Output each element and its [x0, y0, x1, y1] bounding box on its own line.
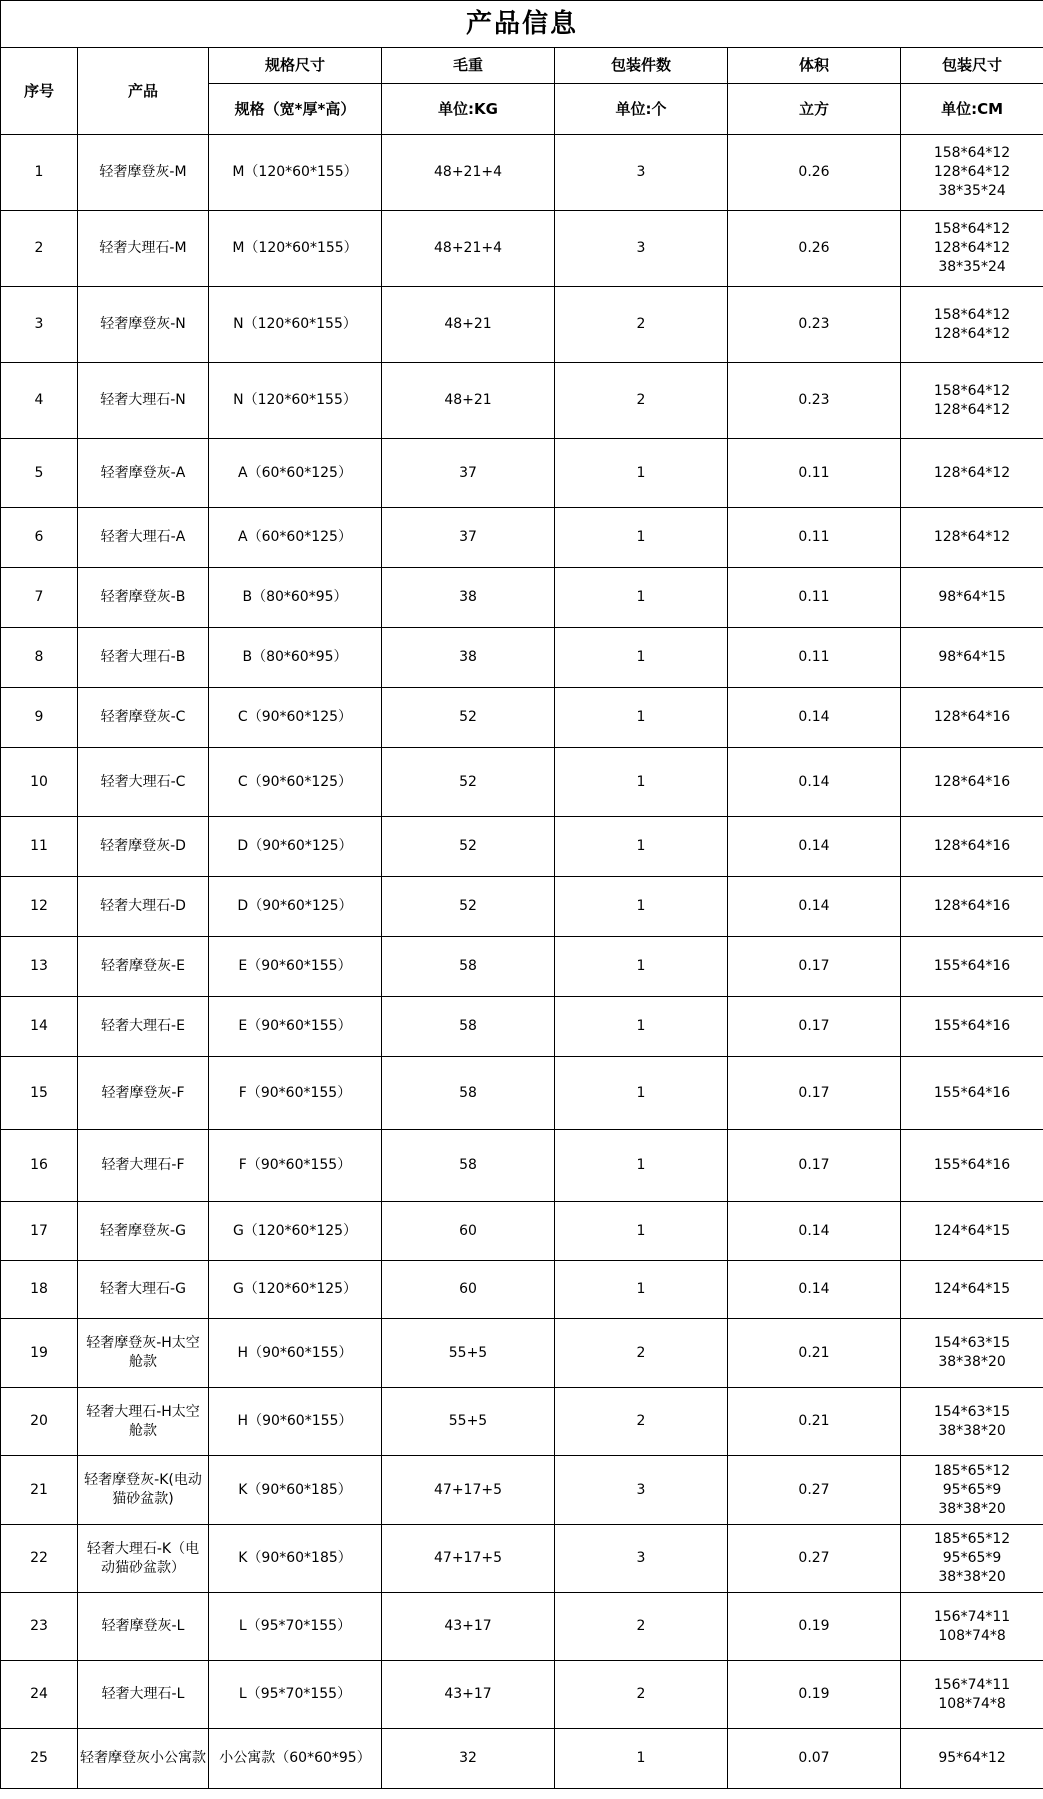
- cell-weight: 47+17+5: [382, 1456, 555, 1525]
- cell-weight: 48+21: [382, 363, 555, 439]
- cell-count: 2: [555, 1388, 728, 1456]
- table-row: [1, 1661, 1043, 1729]
- table-row: [1, 877, 1043, 937]
- cell-weight: 48+21+4: [382, 211, 555, 287]
- header-pack-unit: 单位:CM: [901, 84, 1043, 135]
- table-title: 产品信息: [1, 1, 1043, 48]
- cell-volume: 0.17: [728, 1130, 901, 1202]
- cell-product: 轻奢大理石-K（电动猫砂盆款）: [78, 1525, 209, 1593]
- cell-product: 轻奢大理石-C: [78, 748, 209, 817]
- table-row: [1, 1456, 1043, 1525]
- cell-count: 1: [555, 817, 728, 877]
- cell-volume: 0.17: [728, 937, 901, 997]
- cell-pack: 124*64*15: [901, 1202, 1043, 1261]
- cell-volume: 0.19: [728, 1661, 901, 1729]
- cell-count: 1: [555, 508, 728, 568]
- cell-spec: C（90*60*125）: [209, 688, 382, 748]
- cell-product: 轻奢摩登灰-D: [78, 817, 209, 877]
- cell-pack: 158*64*12 128*64*12 38*35*24: [901, 211, 1043, 287]
- cell-volume: 0.19: [728, 1593, 901, 1661]
- cell-index: 12: [1, 877, 78, 937]
- cell-product: 轻奢摩登灰-E: [78, 937, 209, 997]
- cell-spec: N（120*60*155）: [209, 363, 382, 439]
- cell-weight: 52: [382, 877, 555, 937]
- header-spec-unit: 规格（宽*厚*高）: [209, 84, 382, 135]
- cell-volume: 0.11: [728, 439, 901, 508]
- cell-pack: 155*64*16: [901, 997, 1043, 1057]
- cell-weight: 55+5: [382, 1319, 555, 1388]
- cell-index: 18: [1, 1261, 78, 1319]
- cell-count: 3: [555, 211, 728, 287]
- cell-index: 8: [1, 628, 78, 688]
- cell-pack: 124*64*15: [901, 1261, 1043, 1319]
- cell-index: 7: [1, 568, 78, 628]
- cell-spec: K（90*60*185）: [209, 1456, 382, 1525]
- cell-pack: 95*64*12: [901, 1729, 1043, 1789]
- cell-spec: H（90*60*155）: [209, 1388, 382, 1456]
- table-row: [1, 997, 1043, 1057]
- table-row: [1, 1525, 1043, 1593]
- table-row: [1, 287, 1043, 363]
- table-row: [1, 748, 1043, 817]
- cell-index: 3: [1, 287, 78, 363]
- cell-spec: B（80*60*95）: [209, 628, 382, 688]
- cell-weight: 52: [382, 817, 555, 877]
- cell-index: 13: [1, 937, 78, 997]
- table-row: [1, 1202, 1043, 1261]
- cell-spec: M（120*60*155）: [209, 135, 382, 211]
- cell-index: 11: [1, 817, 78, 877]
- cell-index: 21: [1, 1456, 78, 1525]
- cell-count: 3: [555, 1525, 728, 1593]
- header-pack: 包装尺寸: [901, 48, 1043, 84]
- cell-volume: 0.07: [728, 1729, 901, 1789]
- cell-weight: 37: [382, 439, 555, 508]
- cell-count: 2: [555, 287, 728, 363]
- cell-volume: 0.14: [728, 688, 901, 748]
- cell-index: 24: [1, 1661, 78, 1729]
- cell-volume: 0.26: [728, 211, 901, 287]
- cell-volume: 0.11: [728, 568, 901, 628]
- cell-count: 1: [555, 568, 728, 628]
- cell-count: 1: [555, 688, 728, 748]
- cell-spec: N（120*60*155）: [209, 287, 382, 363]
- table-row: [1, 568, 1043, 628]
- cell-product: 轻奢摩登灰小公寓款: [78, 1729, 209, 1789]
- cell-spec: K（90*60*185）: [209, 1525, 382, 1593]
- cell-spec: M（120*60*155）: [209, 211, 382, 287]
- cell-weight: 58: [382, 1057, 555, 1130]
- cell-volume: 0.26: [728, 135, 901, 211]
- cell-product: 轻奢大理石-E: [78, 997, 209, 1057]
- table-row: [1, 688, 1043, 748]
- cell-pack: 155*64*16: [901, 1057, 1043, 1130]
- cell-weight: 52: [382, 688, 555, 748]
- cell-volume: 0.21: [728, 1388, 901, 1456]
- table-row: [1, 211, 1043, 287]
- table-row: [1, 1729, 1043, 1789]
- cell-weight: 52: [382, 748, 555, 817]
- cell-count: 2: [555, 1593, 728, 1661]
- cell-pack: 156*74*11 108*74*8: [901, 1593, 1043, 1661]
- cell-index: 20: [1, 1388, 78, 1456]
- cell-product: 轻奢摩登灰-A: [78, 439, 209, 508]
- cell-pack: 154*63*15 38*38*20: [901, 1388, 1043, 1456]
- cell-volume: 0.14: [728, 817, 901, 877]
- cell-index: 4: [1, 363, 78, 439]
- cell-spec: E（90*60*155）: [209, 937, 382, 997]
- cell-volume: 0.27: [728, 1456, 901, 1525]
- cell-pack: 128*64*16: [901, 877, 1043, 937]
- cell-weight: 55+5: [382, 1388, 555, 1456]
- header-index: 序号: [1, 48, 78, 135]
- cell-index: 23: [1, 1593, 78, 1661]
- cell-count: 3: [555, 1456, 728, 1525]
- table-row: [1, 1130, 1043, 1202]
- cell-index: 1: [1, 135, 78, 211]
- cell-weight: 37: [382, 508, 555, 568]
- header-weight: 毛重: [382, 48, 555, 84]
- cell-weight: 38: [382, 628, 555, 688]
- cell-weight: 48+21+4: [382, 135, 555, 211]
- cell-weight: 43+17: [382, 1661, 555, 1729]
- table-row: [1, 1319, 1043, 1388]
- cell-volume: 0.14: [728, 877, 901, 937]
- cell-product: 轻奢摩登灰-L: [78, 1593, 209, 1661]
- cell-pack: 128*64*16: [901, 817, 1043, 877]
- cell-volume: 0.27: [728, 1525, 901, 1593]
- cell-product: 轻奢摩登灰-F: [78, 1057, 209, 1130]
- cell-product: 轻奢大理石-N: [78, 363, 209, 439]
- cell-count: 1: [555, 1261, 728, 1319]
- cell-pack: 128*64*12: [901, 508, 1043, 568]
- cell-product: 轻奢摩登灰-M: [78, 135, 209, 211]
- cell-product: 轻奢大理石-G: [78, 1261, 209, 1319]
- cell-product: 轻奢大理石-H太空舱款: [78, 1388, 209, 1456]
- table-body: [1, 135, 1043, 1789]
- cell-product: 轻奢摩登灰-N: [78, 287, 209, 363]
- cell-count: 1: [555, 997, 728, 1057]
- header-spec: 规格尺寸: [209, 48, 382, 84]
- cell-index: 6: [1, 508, 78, 568]
- cell-pack: 158*64*12 128*64*12: [901, 363, 1043, 439]
- header-volume-unit: 立方: [728, 84, 901, 135]
- cell-pack: 98*64*15: [901, 628, 1043, 688]
- cell-pack: 158*64*12 128*64*12 38*35*24: [901, 135, 1043, 211]
- cell-spec: A（60*60*125）: [209, 508, 382, 568]
- cell-pack: 98*64*15: [901, 568, 1043, 628]
- cell-spec: G（120*60*125）: [209, 1261, 382, 1319]
- cell-index: 5: [1, 439, 78, 508]
- cell-pack: 155*64*16: [901, 1130, 1043, 1202]
- cell-spec: A（60*60*125）: [209, 439, 382, 508]
- cell-product: 轻奢大理石-F: [78, 1130, 209, 1202]
- cell-pack: 128*64*12: [901, 439, 1043, 508]
- cell-product: 轻奢大理石-L: [78, 1661, 209, 1729]
- cell-weight: 58: [382, 937, 555, 997]
- cell-index: 22: [1, 1525, 78, 1593]
- table-row: [1, 1057, 1043, 1130]
- cell-index: 25: [1, 1729, 78, 1789]
- cell-weight: 47+17+5: [382, 1525, 555, 1593]
- cell-pack: 128*64*16: [901, 688, 1043, 748]
- cell-weight: 58: [382, 1130, 555, 1202]
- cell-count: 1: [555, 628, 728, 688]
- cell-volume: 0.14: [728, 1261, 901, 1319]
- cell-spec: B（80*60*95）: [209, 568, 382, 628]
- table-row: [1, 439, 1043, 508]
- cell-spec: E（90*60*155）: [209, 997, 382, 1057]
- cell-index: 10: [1, 748, 78, 817]
- cell-index: 19: [1, 1319, 78, 1388]
- cell-volume: 0.17: [728, 1057, 901, 1130]
- cell-pack: 158*64*12 128*64*12: [901, 287, 1043, 363]
- cell-spec: G（120*60*125）: [209, 1202, 382, 1261]
- cell-count: 2: [555, 363, 728, 439]
- cell-product: 轻奢摩登灰-B: [78, 568, 209, 628]
- cell-spec: D（90*60*125）: [209, 817, 382, 877]
- table-row: [1, 363, 1043, 439]
- cell-product: 轻奢大理石-M: [78, 211, 209, 287]
- table-row: [1, 135, 1043, 211]
- cell-weight: 32: [382, 1729, 555, 1789]
- cell-count: 1: [555, 1202, 728, 1261]
- cell-count: 2: [555, 1319, 728, 1388]
- cell-weight: 43+17: [382, 1593, 555, 1661]
- cell-pack: 185*65*12 95*65*9 38*38*20: [901, 1456, 1043, 1525]
- table-row: [1, 508, 1043, 568]
- cell-index: 9: [1, 688, 78, 748]
- cell-pack: 154*63*15 38*38*20: [901, 1319, 1043, 1388]
- cell-index: 14: [1, 997, 78, 1057]
- cell-count: 1: [555, 748, 728, 817]
- cell-weight: 60: [382, 1202, 555, 1261]
- cell-volume: 0.11: [728, 508, 901, 568]
- table-row: [1, 628, 1043, 688]
- cell-count: 2: [555, 1661, 728, 1729]
- cell-spec: 小公寓款（60*60*95）: [209, 1729, 382, 1789]
- cell-count: 1: [555, 937, 728, 997]
- header-count-unit: 单位:个: [555, 84, 728, 135]
- cell-spec: C（90*60*125）: [209, 748, 382, 817]
- cell-volume: 0.14: [728, 748, 901, 817]
- cell-volume: 0.14: [728, 1202, 901, 1261]
- cell-product: 轻奢摩登灰-H太空舱款: [78, 1319, 209, 1388]
- cell-weight: 38: [382, 568, 555, 628]
- cell-product: 轻奢大理石-D: [78, 877, 209, 937]
- header-volume: 体积: [728, 48, 901, 84]
- cell-index: 17: [1, 1202, 78, 1261]
- cell-count: 1: [555, 439, 728, 508]
- cell-spec: L（95*70*155）: [209, 1661, 382, 1729]
- cell-spec: H（90*60*155）: [209, 1319, 382, 1388]
- cell-spec: D（90*60*125）: [209, 877, 382, 937]
- cell-count: 3: [555, 135, 728, 211]
- header-product: 产品: [78, 48, 209, 135]
- cell-product: 轻奢大理石-A: [78, 508, 209, 568]
- cell-volume: 0.23: [728, 363, 901, 439]
- cell-spec: L（95*70*155）: [209, 1593, 382, 1661]
- cell-pack: 185*65*12 95*65*9 38*38*20: [901, 1525, 1043, 1593]
- cell-product: 轻奢大理石-B: [78, 628, 209, 688]
- table-row: [1, 817, 1043, 877]
- cell-weight: 48+21: [382, 287, 555, 363]
- cell-index: 2: [1, 211, 78, 287]
- cell-product: 轻奢摩登灰-K(电动猫砂盆款): [78, 1456, 209, 1525]
- table-row: [1, 1593, 1043, 1661]
- cell-volume: 0.21: [728, 1319, 901, 1388]
- cell-index: 15: [1, 1057, 78, 1130]
- cell-weight: 60: [382, 1261, 555, 1319]
- cell-volume: 0.11: [728, 628, 901, 688]
- table-row: [1, 937, 1043, 997]
- cell-pack: 155*64*16: [901, 937, 1043, 997]
- cell-spec: F（90*60*155）: [209, 1130, 382, 1202]
- cell-count: 1: [555, 877, 728, 937]
- table-row: [1, 1388, 1043, 1456]
- cell-index: 16: [1, 1130, 78, 1202]
- cell-product: 轻奢摩登灰-G: [78, 1202, 209, 1261]
- cell-pack: 156*74*11 108*74*8: [901, 1661, 1043, 1729]
- cell-product: 轻奢摩登灰-C: [78, 688, 209, 748]
- cell-count: 1: [555, 1057, 728, 1130]
- cell-count: 1: [555, 1130, 728, 1202]
- table-row: [1, 1261, 1043, 1319]
- cell-volume: 0.23: [728, 287, 901, 363]
- header-weight-unit: 单位:KG: [382, 84, 555, 135]
- cell-spec: F（90*60*155）: [209, 1057, 382, 1130]
- cell-pack: 128*64*16: [901, 748, 1043, 817]
- header-count: 包装件数: [555, 48, 728, 84]
- cell-weight: 58: [382, 997, 555, 1057]
- cell-count: 1: [555, 1729, 728, 1789]
- cell-volume: 0.17: [728, 997, 901, 1057]
